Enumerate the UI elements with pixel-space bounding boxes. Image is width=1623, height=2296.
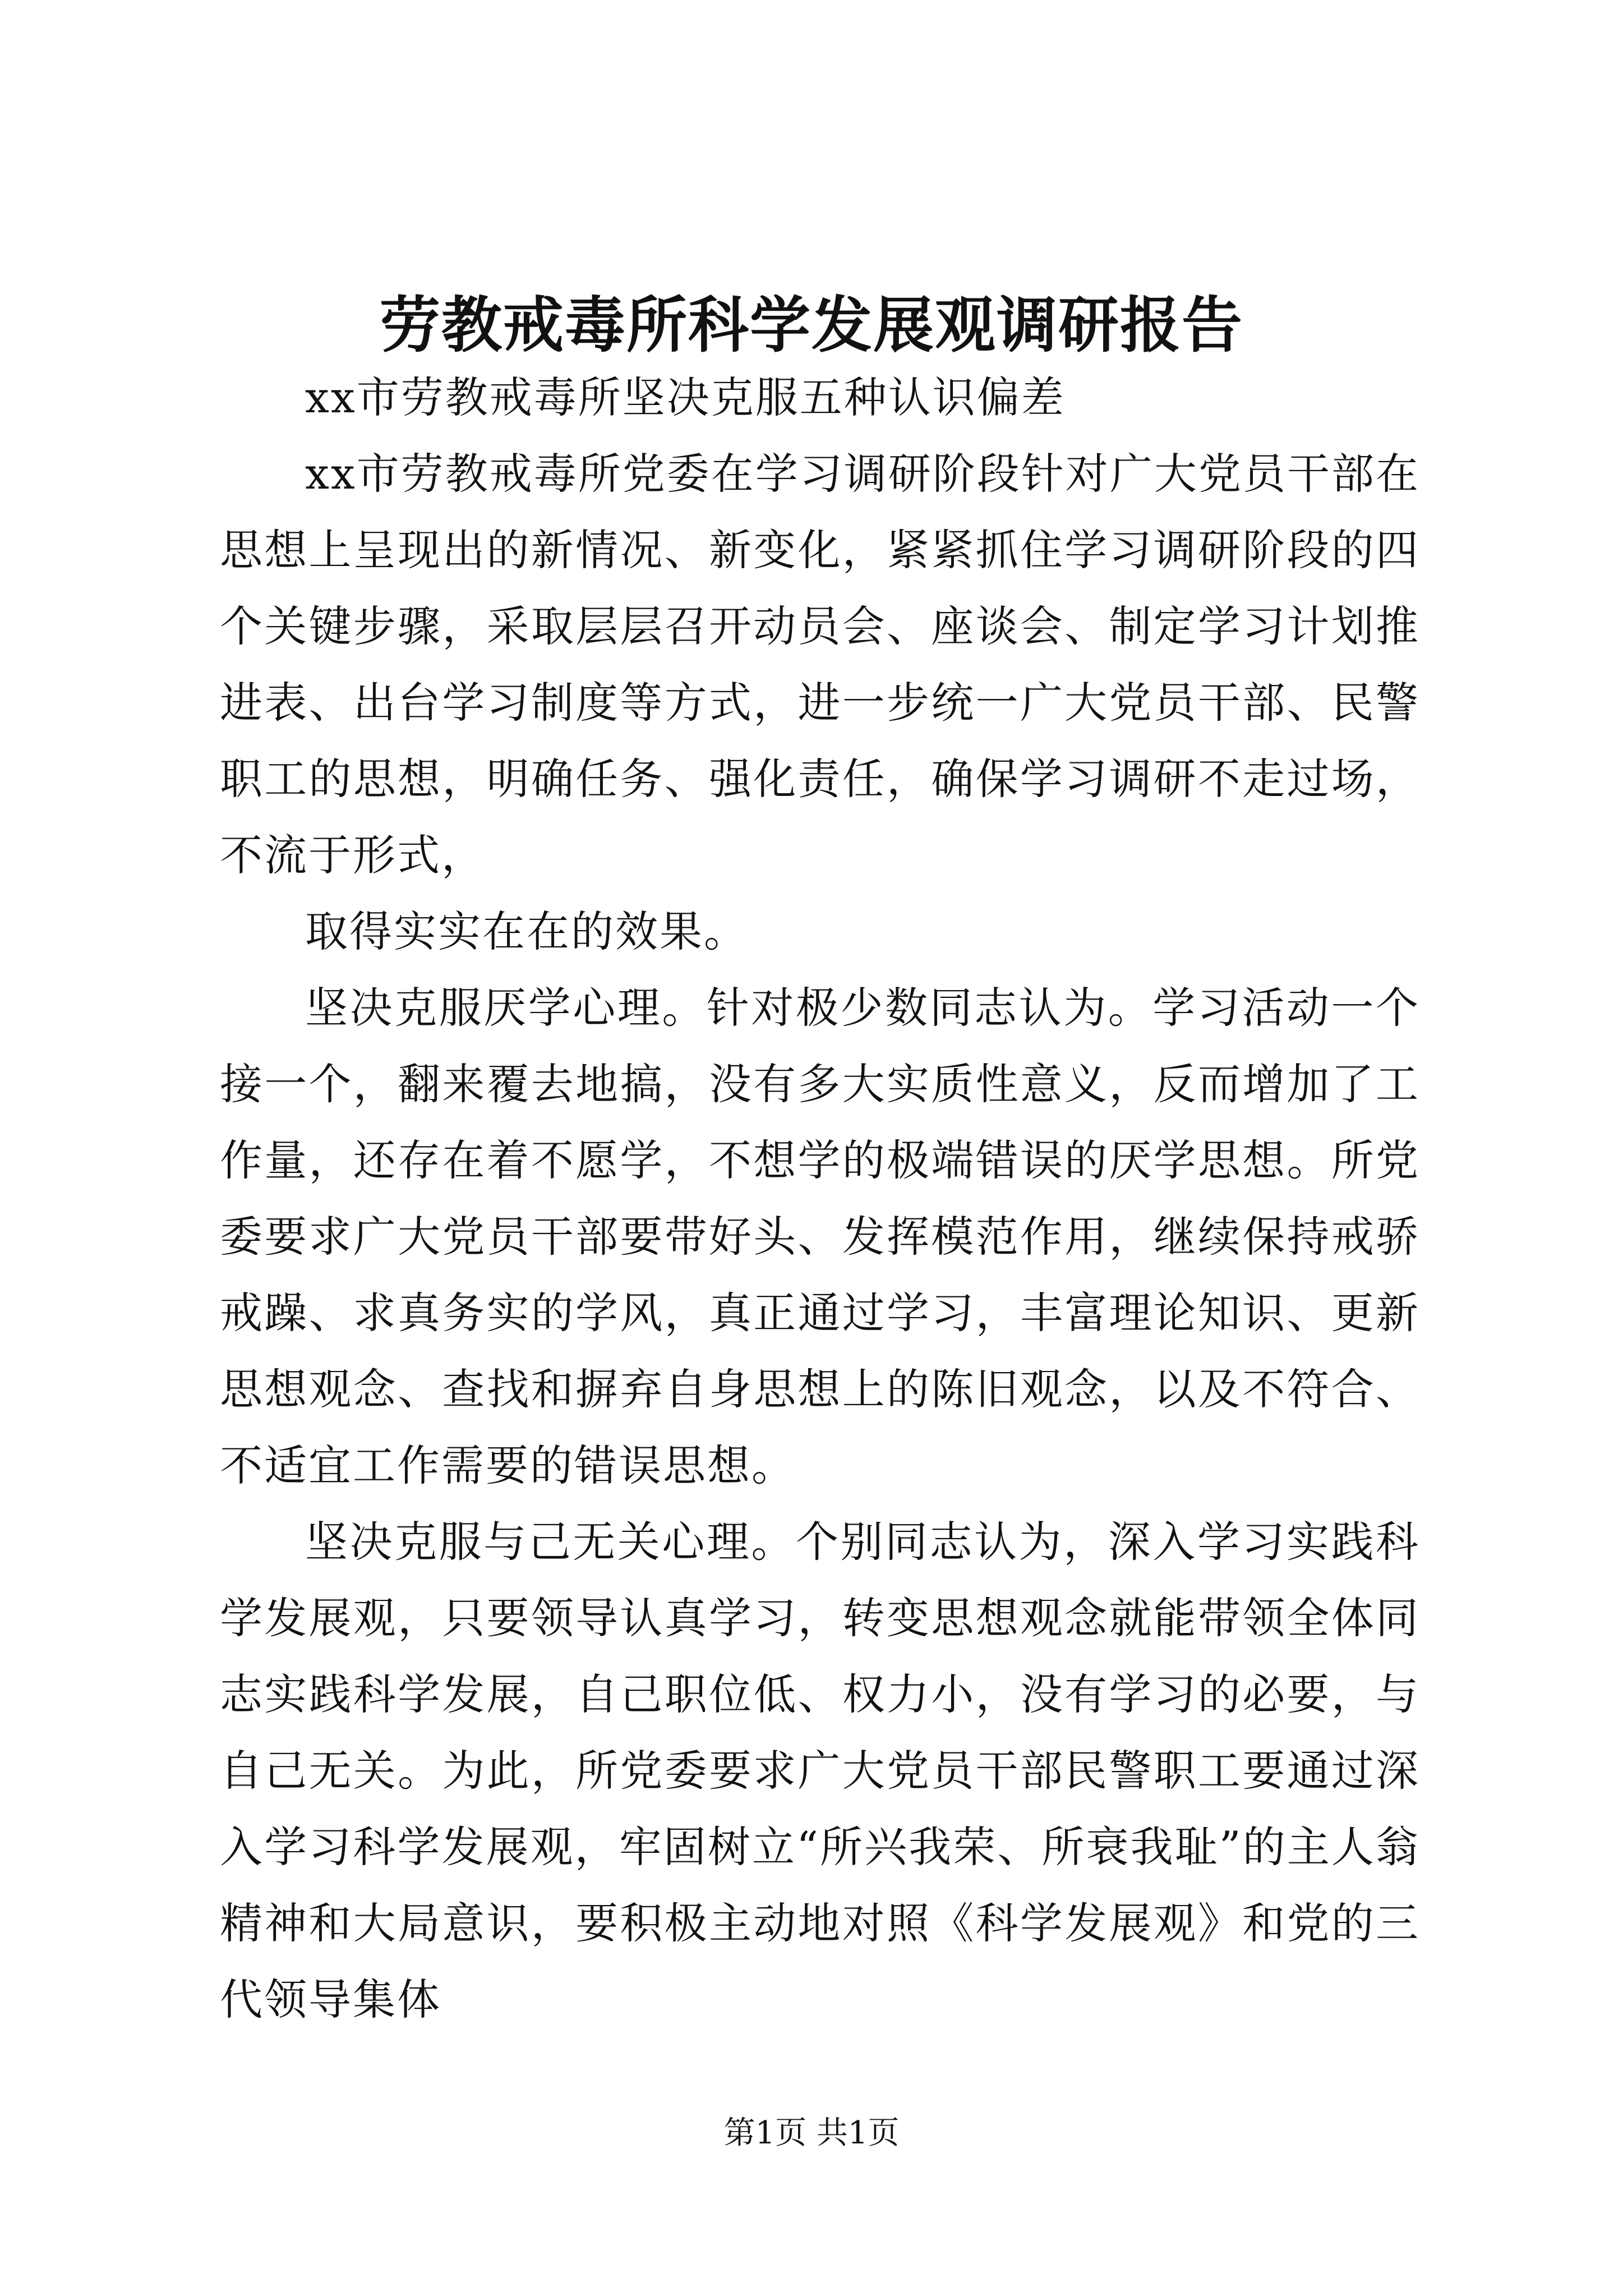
paragraph-intro: xx市劳教戒毒所党委在学习调研阶段针对广大党员干部在思想上呈现出的新情况、新变化，紧紧抓住学习调研阶段的四个关键步骤，采取层层召开动员会、座谈会、制定学习计划推进表、出台学习制度等方式，进一步统一广大党员干部、民警职工的思想，明确任务、强化责任，确保学习调研不走过场，不流于形式， [220, 449, 1420, 880]
paragraph-subtitle: xx市劳教戒毒所坚决克服五种认识偏差 [305, 372, 1066, 422]
document-title: 劳教戒毒所科学发展观调研报告 [379, 290, 1243, 361]
paragraph-overcome-irrelevance: 坚决克服与己无关心理。个别同志认为，深入学习实践科学发展观，只要领导认真学习，转变思想观念就能带领全体同志实践科学发展，自己职位低、权力小，没有学习的必要，与自己无关。为此，所党委要求广大党员干部民警职工要通过深入学习科学发展观，牢固树立“所兴我荣、所衰我耻”的主人翁精神和大局意识，要积极主动地对照《科学发展观》和党的三代领导集体 [220, 1517, 1420, 2024]
paragraph-overcome-study-aversion: 坚决克服厌学心理。针对极少数同志认为。学习活动一个接一个，翻来覆去地搞，没有多大实质性意义，反而增加了工作量，还存在着不愿学，不想学的极端错误的厌学思想。所党委要求广大党员干部要带好头、发挥模范作用，继续保持戒骄戒躁、求真务实的学风，真正通过学习，丰富理论知识、更新思想观念、查找和摒弃自身思想上的陈旧观念，以及不符合、不适宜工作需要的错误思想。 [220, 983, 1420, 1490]
document-body [220, 360, 1420, 2038]
paragraph-effect: 取得实实在在的效果。 [305, 907, 748, 956]
page-number-footer: 第1页 共1页 [723, 2115, 900, 2151]
